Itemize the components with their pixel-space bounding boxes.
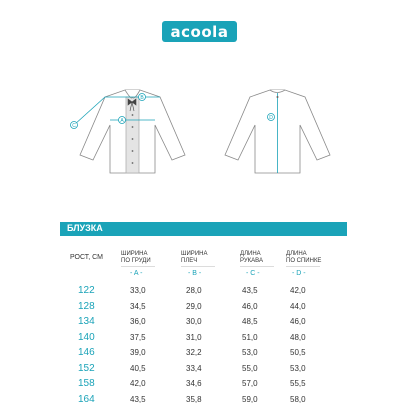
measurement-cell: 33,0 <box>130 286 146 295</box>
table-row <box>0 301 400 315</box>
measurement-cell: 53,0 <box>242 348 258 357</box>
measurement-cell: 42,0 <box>290 286 306 295</box>
table-title: БЛУЗКА <box>67 223 103 233</box>
column-letter-a: - A - <box>130 270 143 277</box>
label-d: D <box>269 115 273 121</box>
table-row <box>0 378 400 392</box>
table-row <box>0 363 400 377</box>
label-c: C <box>72 123 76 129</box>
column-letter-b: - B - <box>188 270 202 277</box>
height-cell: 152 <box>78 362 95 374</box>
header-sleeve-length: ДЛИНА РУКАВА <box>240 251 263 264</box>
measurement-cell: 36,0 <box>130 317 146 326</box>
measurement-cell: 53,0 <box>290 363 306 373</box>
measurement-cell: 42,0 <box>130 379 146 388</box>
header-back-length: ДЛИНА ПО СПИНКЕ <box>286 251 322 264</box>
measurement-cell: 28,0 <box>186 286 202 295</box>
measurement-cell: 58,0 <box>290 394 306 404</box>
header-divider <box>286 266 320 267</box>
back-button <box>277 96 279 98</box>
table-title-banner <box>60 222 347 236</box>
table-row <box>0 316 400 330</box>
measurement-cell: 34,5 <box>130 301 146 311</box>
table-row <box>0 285 400 299</box>
label-b: B <box>140 95 144 101</box>
measurement-cell: 33,4 <box>186 363 202 373</box>
measurement-cell: 31,0 <box>186 332 202 342</box>
measurement-cell: 50,5 <box>290 348 306 357</box>
column-letter-c: - C - <box>246 270 260 277</box>
header-divider <box>121 266 155 267</box>
table-row <box>0 347 400 361</box>
blouse-diagram <box>60 85 350 195</box>
measurement-cell: 57,0 <box>242 379 258 388</box>
measurement-cell: 43,5 <box>130 394 146 404</box>
measurement-cell: 59,0 <box>242 394 258 404</box>
height-cell: 158 <box>78 378 95 389</box>
header-height: РОСТ, СМ <box>70 254 103 261</box>
column-letter-d: - D - <box>292 270 306 277</box>
measurement-cell: 44,0 <box>290 301 306 311</box>
height-cell: 140 <box>78 331 95 343</box>
height-cell: 128 <box>78 300 95 312</box>
header-divider <box>181 266 215 267</box>
header-chest-width: ШИРИНА ПО ГРУДИ <box>121 251 151 264</box>
table-row <box>0 332 400 346</box>
measurement-cell: 48,5 <box>242 317 258 326</box>
measurement-cell: 48,0 <box>290 332 306 342</box>
label-a: A <box>120 118 124 124</box>
measurement-cell: 32,2 <box>186 348 202 357</box>
measurement-cell: 29,0 <box>186 301 202 311</box>
measurement-cell: 40,5 <box>130 363 146 373</box>
measurement-cell: 39,0 <box>130 348 146 357</box>
measurement-cell: 30,0 <box>186 317 202 326</box>
header-divider <box>240 266 274 267</box>
height-cell: 146 <box>78 347 95 358</box>
header-shoulder-width: ШИРИНА ПЛЕЧ <box>181 251 208 264</box>
measurement-cell: 35,8 <box>186 394 202 404</box>
measurement-cell: 34,6 <box>186 379 202 388</box>
measurement-cell: 37,5 <box>130 332 146 342</box>
height-cell: 134 <box>78 316 95 327</box>
measurement-cell: 46,0 <box>290 317 306 326</box>
brand-logo: acoola <box>162 21 237 42</box>
measurement-cell: 43,5 <box>242 286 258 295</box>
measurement-cell: 55,0 <box>242 363 258 373</box>
height-cell: 164 <box>78 393 95 405</box>
table-row <box>0 394 400 408</box>
measurement-cell: 51,0 <box>242 332 258 342</box>
measurement-cell: 55,5 <box>290 379 306 388</box>
measurement-cell: 46,0 <box>242 301 258 311</box>
height-cell: 122 <box>78 285 95 296</box>
